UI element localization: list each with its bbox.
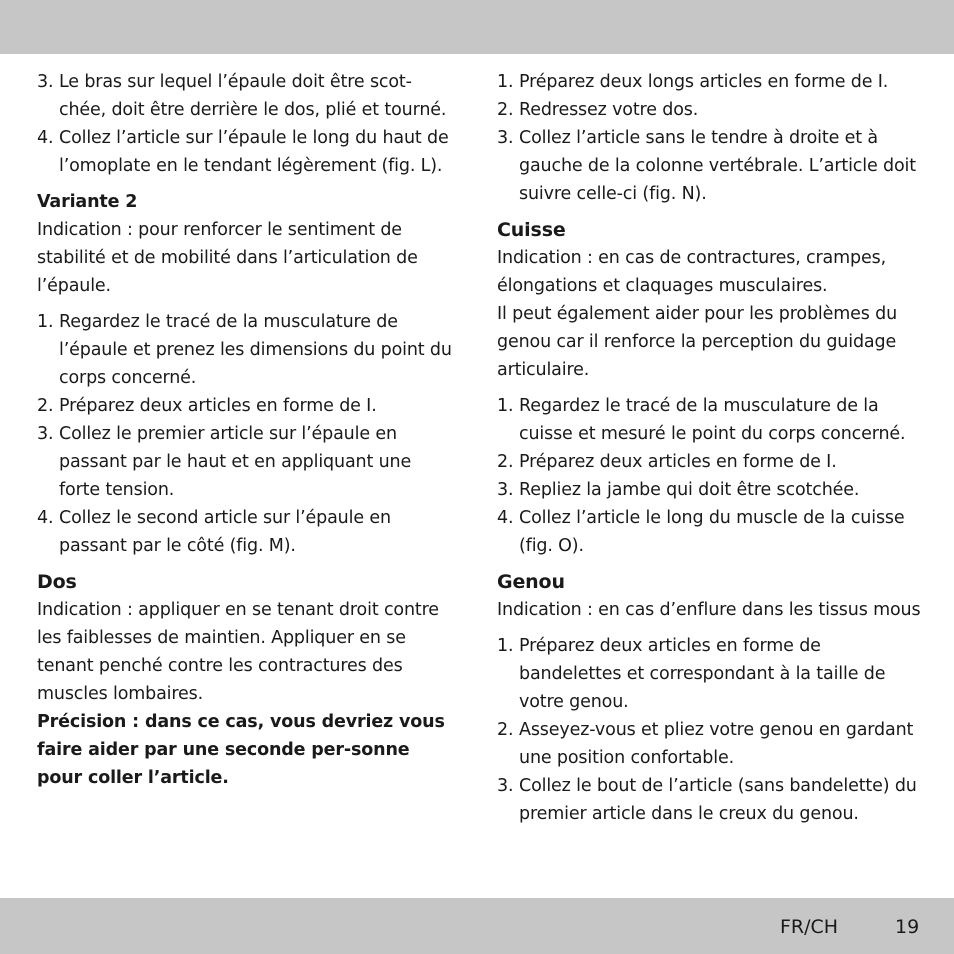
list-item bbox=[497, 632, 927, 716]
cuisse-steps bbox=[497, 392, 927, 560]
list-item bbox=[37, 124, 457, 180]
list-item bbox=[497, 68, 927, 96]
list-number: 2. bbox=[37, 396, 54, 416]
list-number: 3. bbox=[497, 480, 514, 500]
footer-section-label: FR/CH bbox=[780, 916, 839, 938]
list-item bbox=[497, 772, 927, 828]
section-heading-variante-2: Variante 2 bbox=[37, 192, 138, 212]
list-text: Collez l’article le long du muscle de la cuisse (fig. O). bbox=[519, 508, 905, 556]
list-number: 1. bbox=[497, 396, 514, 416]
list-text: Repliez la jambe qui doit être scotchée. bbox=[519, 480, 860, 500]
list-item bbox=[497, 716, 927, 772]
section-heading-genou: Genou bbox=[497, 571, 565, 593]
list-text: Redressez votre dos. bbox=[519, 100, 699, 120]
list-number: 1. bbox=[497, 72, 514, 92]
list-item bbox=[497, 504, 927, 560]
list-item bbox=[497, 124, 927, 208]
list-item bbox=[497, 476, 927, 504]
list-number: 3. bbox=[37, 424, 54, 444]
list-number: 2. bbox=[497, 452, 514, 472]
list-number: 3. bbox=[37, 72, 54, 92]
dos-indication: Indication : appliquer en se tenant droit contre les faiblesses de maintien. Appliquer en se tenant penché contre les contractures des muscles lombaires. bbox=[37, 600, 439, 704]
right-column bbox=[497, 68, 927, 828]
list-item bbox=[37, 308, 457, 392]
list-number: 4. bbox=[37, 128, 54, 148]
list-text: Regardez le tracé de la musculature de l’épaule et prenez les dimensions du point du corps concerné. bbox=[59, 312, 452, 388]
cuisse-extra: Il peut également aider pour les problèmes du genou car il renforce la perception du guidage articulaire. bbox=[497, 304, 898, 380]
list-number: 3. bbox=[497, 128, 514, 148]
list-item bbox=[497, 392, 927, 448]
list-text: Préparez deux articles en forme de I. bbox=[59, 396, 377, 416]
list-text: Asseyez-vous et pliez votre genou en gardant une position confortable. bbox=[519, 720, 914, 768]
list-text: Collez le second article sur l’épaule en passant par le côté (fig. M). bbox=[59, 508, 391, 556]
list-text: Regardez le tracé de la musculature de la cuisse et mesuré le point du corps concerné. bbox=[519, 396, 906, 444]
dos-steps bbox=[497, 68, 927, 208]
list-item bbox=[497, 96, 927, 124]
list-item bbox=[37, 392, 457, 420]
shoulder-steps-continued bbox=[37, 68, 457, 180]
list-number: 2. bbox=[497, 720, 514, 740]
list-number: 4. bbox=[37, 508, 54, 528]
variante-2-steps bbox=[37, 308, 457, 560]
list-text: Préparez deux articles en forme de I. bbox=[519, 452, 837, 472]
list-number: 1. bbox=[37, 312, 54, 332]
genou-steps bbox=[497, 632, 927, 828]
list-text: Collez l’article sans le tendre à droite et à gauche de la colonne vertébrale. L’article doit suivre celle-ci (fig. N). bbox=[519, 128, 916, 204]
list-item bbox=[37, 420, 457, 504]
list-item bbox=[37, 68, 457, 124]
section-heading-cuisse: Cuisse bbox=[497, 219, 566, 241]
list-text: Préparez deux articles en forme de bandelettes et correspondant à la taille de votre genou. bbox=[519, 636, 886, 712]
list-number: 4. bbox=[497, 508, 514, 528]
list-number: 3. bbox=[497, 776, 514, 796]
section-heading-dos: Dos bbox=[37, 571, 77, 593]
list-item bbox=[37, 504, 457, 560]
list-text: Collez le bout de l’article (sans bandelette) du premier article dans le creux du genou. bbox=[519, 776, 917, 824]
page-number: 19 bbox=[895, 916, 920, 938]
list-number: 1. bbox=[497, 636, 514, 656]
list-item bbox=[497, 448, 927, 476]
cuisse-indication: Indication : en cas de contractures, crampes, élongations et claquages musculaires. bbox=[497, 248, 886, 296]
genou-indication: Indication : en cas d’enflure dans les tissus mous bbox=[497, 600, 921, 620]
list-text: Préparez deux longs articles en forme de I. bbox=[519, 72, 889, 92]
variante-2-indication: Indication : pour renforcer le sentiment de stabilité et de mobilité dans l’articulation de l’épaule. bbox=[37, 220, 418, 296]
list-text: Le bras sur lequel l’épaule doit être scot-chée, doit être derrière le dos, plié et tourné. bbox=[59, 72, 447, 120]
dos-precision: Précision : dans ce cas, vous devriez vous faire aider par une seconde per-sonne pour coller l’article. bbox=[37, 712, 445, 788]
list-text: Collez l’article sur l’épaule le long du haut de l’omoplate en le tendant légèrement (fig. L). bbox=[59, 128, 449, 176]
left-column bbox=[37, 68, 457, 792]
list-text: Collez le premier article sur l’épaule en passant par le haut et en appliquant une forte tension. bbox=[59, 424, 412, 500]
list-number: 2. bbox=[497, 100, 514, 120]
header-bar bbox=[0, 0, 954, 54]
